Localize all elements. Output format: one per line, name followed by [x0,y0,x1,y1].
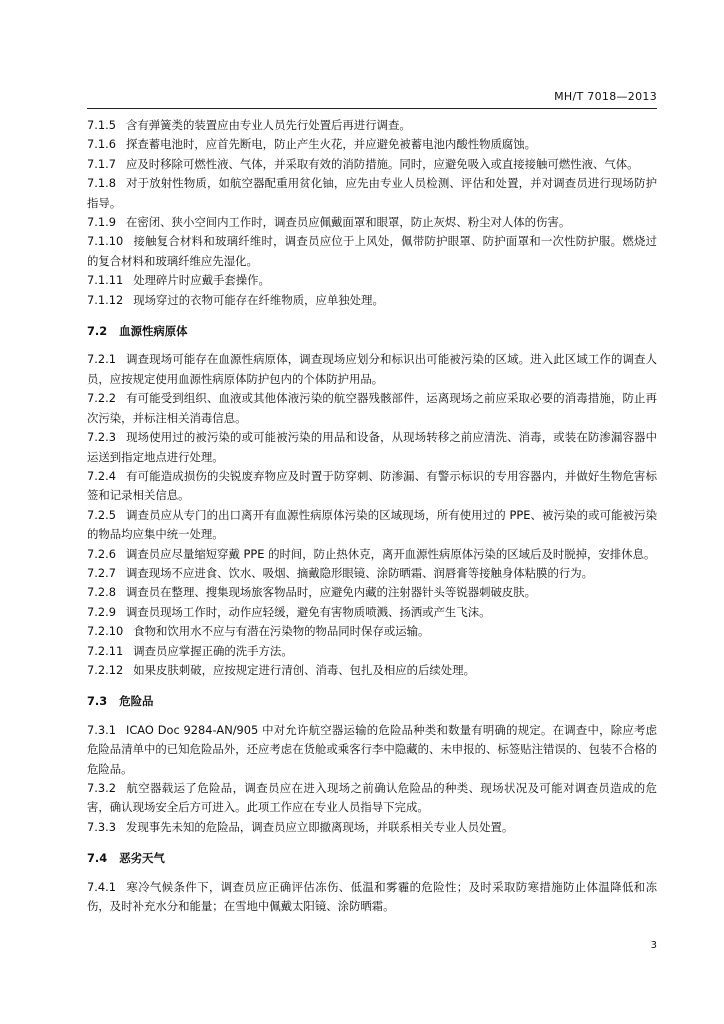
clause-text: 现场使用过的被污染的或可能被污染的用品和设备，从现场转移之前应清洗、消毒，或装在防渗漏容器中运送到指定地点进行处理。 [87,430,657,464]
clause-number: 7.1.8 [87,176,116,191]
clause-number: 7.2.2 [87,391,116,406]
section-title: 恶劣天气 [119,851,165,866]
clause-number: 7.1.5 [87,118,116,132]
clause-text: 接触复合材料和玻璃纤维时，调查员应位于上风处，佩带防护眼罩、防护面罩和一次性防护服。燃烧过的复合材料和玻璃纤维应先湿化。 [87,234,657,268]
clause-number: 7.2.1 [87,352,116,367]
clause-text: ICAO Doc 9284-AN/905 中对允许航空器运输的危险品种类和数量有明确的规定。在调查中，除应考虑危险品清单中的已知危险品外，还应考虑在货舱或乘客行李中隐藏的、未申报的、标签贴注错误的、包装不合格的危险品。 [87,722,657,776]
section-heading [87,322,657,341]
clause-number: 7.2.10 [87,624,124,639]
clause-paragraph [87,350,657,389]
section-title: 血源性病原体 [119,324,188,339]
clause-number: 7.1.10 [87,234,124,249]
clause-paragraph [87,467,657,506]
clause-paragraph [87,155,657,174]
clause-paragraph [87,116,657,135]
document-body [87,116,657,916]
clause-number: 7.1.11 [87,273,124,288]
clause-text: 调查现场可能存在血源性病原体，调查现场应划分和标识出可能被污染的区域。进入此区域工作的调查人员，应按规定使用血源性病原体防护包内的个体防护用品。 [87,352,657,386]
section-title: 危险品 [119,694,154,709]
clause-paragraph [87,779,657,818]
clause-text: 有可能受到组织、血液或其他体液污染的航空器残骸部件，运离现场之前应采取必要的消毒措施，防止再次污染，并标注相关消毒信息。 [87,391,657,425]
clause-number: 7.2.9 [87,604,116,619]
clause-number: 7.2.12 [87,662,124,677]
clause-paragraph [87,622,657,641]
clause-number: 7.1.7 [87,156,116,171]
section-heading [87,849,657,868]
clause-number: 7.1.12 [87,292,124,307]
clause-paragraph [87,878,657,917]
clause-text: 探查蓄电池时，应首先断电，防止产生火花，并应避免被蓄电池内酸性物质腐蚀。 [125,137,537,152]
clause-number: 7.2.3 [87,430,116,445]
clause-text: 调查员应掌握正确的洗手方法。 [133,643,293,658]
clause-text: 航空器载运了危险品，调查员应在进入现场之前确认危险品的种类、现场状况及可能对调查员造成的危害，确认现场安全后方可进入。此项工作应在专业人员指导下完成。 [87,781,657,815]
clause-number: 7.4.1 [87,879,116,894]
clause-paragraph [87,389,657,428]
page-number: 3 [650,940,657,951]
document-code: MH/T 7018—2013 [554,90,657,103]
clause-text: 调查员应尽量缩短穿戴 PPE 的时间，防止热休克，离开血源性病原体污染的区域后及时脱掉，安排休息。 [125,546,656,561]
clause-text: 发现事先未知的危险品，调查员应立即撤离现场，并联系相关专业人员处置。 [125,819,514,834]
clause-text: 调查员应从专门的出口离开有血源性病原体污染的区域现场，所有使用过的 PPE、被污染的或可能被污染的物品均应集中统一处理。 [87,507,657,542]
clause-text: 调查现场不应进食、饮水、吸烟、摘戴隐形眼镜、涂防晒霜、润唇膏等接触身体粘膜的行为。 [125,565,594,580]
clause-number: 7.2.11 [87,643,124,658]
clause-paragraph [87,642,657,661]
clause-number: 7.2.8 [87,585,116,600]
clause-text: 现场穿过的衣物可能存在纤维物质，应单独处理。 [133,292,384,307]
clause-paragraph [87,603,657,622]
clause-text: 食物和饮用水不应与有潜在污染物的物品同时保存或运输。 [133,624,430,639]
clause-number: 7.2.4 [87,468,116,483]
clause-text: 调查员现场工作时，动作应轻缓，避免有害物质喷溅、扬洒或产生飞沫。 [125,604,491,619]
clause-text: 调查员在整理、搜集现场旅客物品时，应避免内藏的注射器针头等锐器刺破皮肤。 [125,585,537,600]
clause-number: 7.3.3 [87,819,116,834]
clause-text: 处理碎片时应戴手套操作。 [133,273,270,288]
clause-paragraph [87,428,657,467]
clause-number: 7.2.5 [87,507,116,522]
clause-text: 含有弹簧类的装置应由专业人员先行处置后再进行调查。 [125,118,411,132]
clause-text: 有可能造成损伤的尖锐废弃物应及时置于防穿刺、防渗漏、有警示标识的专用容器内，并做好生物危害标签和记录相关信息。 [87,468,657,503]
clause-paragraph [87,661,657,680]
clause-paragraph [87,291,657,310]
clause-text: 应及时移除可燃性液、气体，并采取有效的消防措施。同时，应避免吸入或直接接触可燃性液、气体。 [125,156,639,171]
section-number: 7.4 [87,851,108,866]
clause-text: 寒冷气候条件下，调查员应正确评估冻伤、低温和雾霾的危险性；及时采取防寒措施防止体温降低和冻伤，及时补充水分和能量；在雪地中佩戴太阳镜、涂防晒霜。 [87,879,657,914]
clause-paragraph [87,174,657,213]
clause-text: 对于放射性物质，如航空器配重用贫化铀，应先由专业人员检测、评估和处置，并对调查员进行现场防护指导。 [87,176,657,210]
clause-paragraph [87,232,657,271]
clause-paragraph [87,135,657,154]
clause-paragraph [87,213,657,232]
clause-paragraph [87,583,657,602]
section-number: 7.3 [87,694,108,709]
clause-paragraph [87,818,657,837]
clause-paragraph [87,564,657,583]
section-number: 7.2 [87,324,108,339]
clause-number: 7.1.9 [87,215,116,230]
clause-text: 在密闭、狭小空间内工作时，调查员应佩戴面罩和眼罩，防止灰烬、粉尘对人体的伤害。 [125,215,571,230]
clause-number: 7.3.1 [87,722,116,737]
clause-number: 7.2.6 [87,546,116,561]
clause-paragraph [87,271,657,290]
clause-number: 7.2.7 [87,565,116,580]
clause-paragraph [87,506,657,545]
clause-paragraph [87,721,657,779]
clause-text: 如果皮肤刺破，应按规定进行清创、消毒、包扎及相应的后续处理。 [133,662,475,677]
header-rule [87,108,657,109]
clause-number: 7.3.2 [87,781,116,795]
section-heading [87,692,657,711]
clause-number: 7.1.6 [87,137,116,152]
clause-paragraph [87,545,657,564]
